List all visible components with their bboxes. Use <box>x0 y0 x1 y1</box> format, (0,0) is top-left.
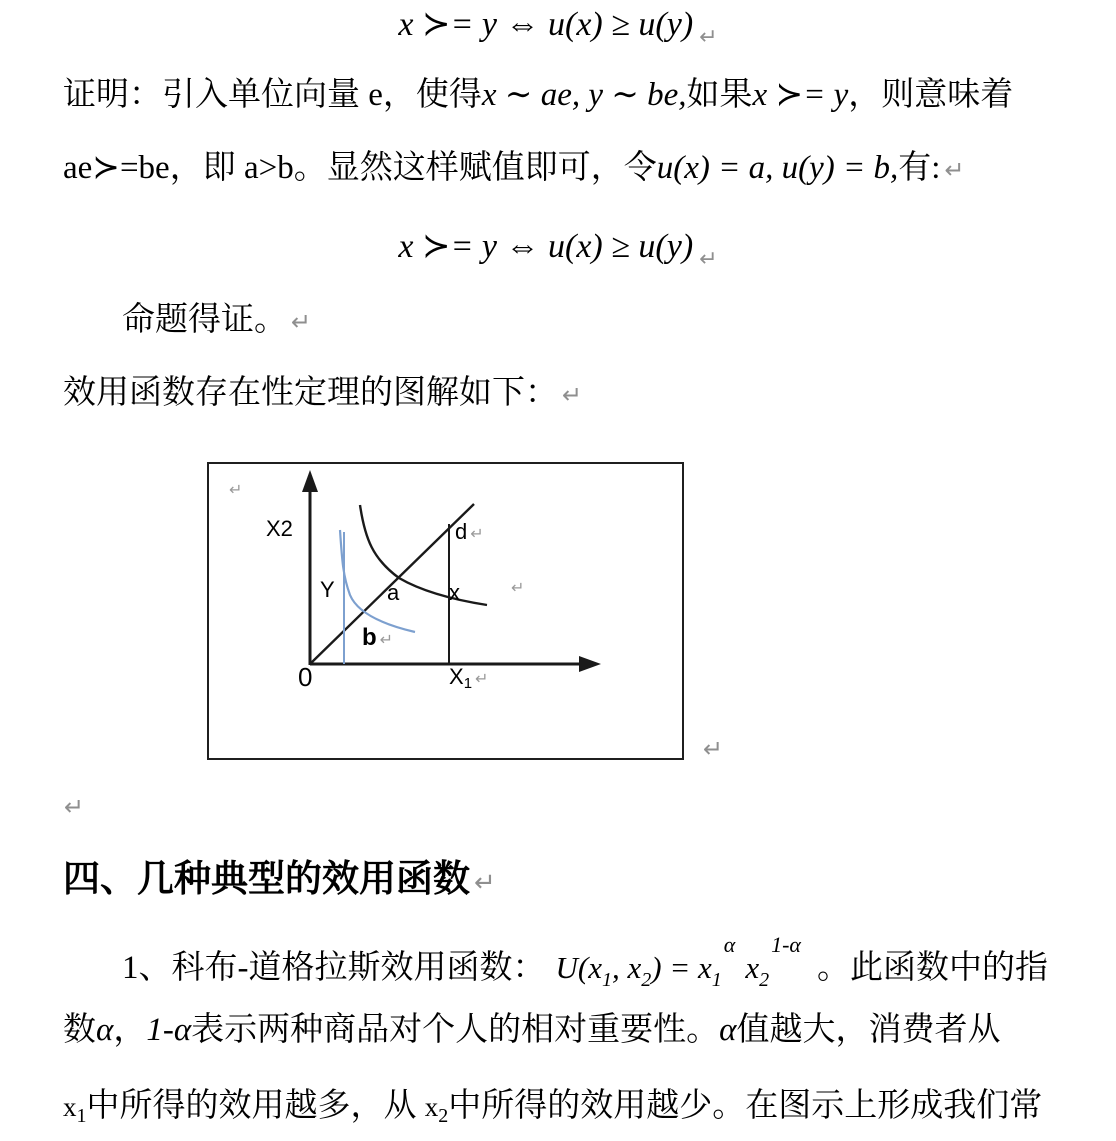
paragraph-mark: ↵ <box>474 868 496 898</box>
section-heading <box>63 856 496 907</box>
exponent-one-minus-alpha: 1-α <box>771 932 801 957</box>
text-run: 中所得的效用越多，从 <box>86 1088 425 1124</box>
paragraph-mark: ↵ <box>703 735 724 763</box>
curve-label-Y: Y <box>320 577 335 602</box>
x-axis-label: X1 ↵ <box>449 664 489 692</box>
subscript: 2 <box>759 969 770 991</box>
text-run: 证明：引入单位向量 e，使得 <box>63 77 482 113</box>
cobb-douglas-formula: $U(x_1$, $x_2) = x_1^\alpha x_2^{1-\alpha}$ <box>555 932 801 991</box>
math-run: α <box>719 1012 737 1048</box>
text-run: 表示两种商品对个人的相对重要性。 <box>191 1012 720 1048</box>
text-run: 数 <box>63 1012 96 1048</box>
subscript: 1 <box>711 969 722 991</box>
paragraph-mark: ↵ <box>944 156 965 184</box>
paragraph-mark: ↵ <box>562 381 583 409</box>
text-run: 1、科布-道格拉斯效用函数： <box>122 950 546 986</box>
text-run: 命题得证。 <box>122 302 287 338</box>
variable-x1: x <box>63 1092 77 1122</box>
text-run: 中所得的效用越少。在图示上形成我们常 <box>448 1088 1043 1124</box>
variable-x2: x <box>424 1092 439 1122</box>
point-label-d: d ↵ <box>455 519 484 544</box>
display-formula-mid <box>0 226 1116 281</box>
paragraph-proof-line1 <box>63 73 1013 117</box>
text-run: ， <box>113 1012 147 1048</box>
heading-text: 四、几种典型的效用函数 <box>63 859 470 900</box>
text-run: 有: <box>898 150 941 186</box>
y-axis-arrowhead <box>302 470 318 492</box>
text-run: 值越大，消费者从 <box>736 1012 1001 1048</box>
paragraph-qed <box>122 298 311 344</box>
paragraph-alpha-explanation <box>63 1008 1000 1052</box>
text-run: 效用函数存在性定理的图解如下： <box>63 375 558 411</box>
exponent-alpha: α <box>723 932 736 957</box>
diagram-canvas <box>209 464 682 758</box>
utility-diagram <box>207 462 684 760</box>
paragraph-mark: ↵ <box>470 524 484 543</box>
paragraph-figure-intro <box>63 371 582 417</box>
paragraph-mark: ↵ <box>475 669 489 688</box>
y-axis-label: X2 <box>266 516 293 541</box>
math-run: α <box>96 1012 114 1048</box>
paragraph-utility-comparison <box>63 1084 1042 1132</box>
math-run: u(x) = a, u(y) = b, <box>656 150 899 186</box>
math-run: 1-α <box>146 1012 192 1048</box>
formula-text: x ≻= y ⇔ u(x) ≥ u(y) <box>398 228 694 265</box>
x-axis-label-subscript: 1 <box>463 675 473 692</box>
text-run: 。此函数中的指 <box>816 950 1048 986</box>
paragraph-mark: ↵ <box>379 630 394 649</box>
subscript: 1 <box>601 969 612 991</box>
text-run: ae≻=be，即 a>b。显然这样赋值即可，令 <box>63 150 657 186</box>
x-axis-arrowhead <box>579 656 601 672</box>
paragraph-proof-line2 <box>63 146 965 192</box>
paragraph-mark: ↵ <box>64 793 85 821</box>
text-run: ，则意味着 <box>848 77 1014 113</box>
math-run: x ≻= y <box>752 77 849 113</box>
subscript: 2 <box>641 969 652 991</box>
paragraph-mark: ↵ <box>291 308 312 336</box>
math-run: x ∼ ae, y ∼ be, <box>481 77 687 113</box>
formula-text: x ≻= y ⇔ u(x) ≥ u(y) <box>398 6 694 43</box>
display-formula-top <box>0 4 1116 59</box>
paragraph-mark: ↵ <box>511 578 525 597</box>
text-run: 如果 <box>686 77 753 113</box>
origin-label: 0 <box>298 662 313 692</box>
subscript: 1 <box>76 1105 87 1127</box>
paragraph-mark: ↵ <box>699 25 718 50</box>
paragraph-mark: ↵ <box>229 480 243 499</box>
point-label-x: x <box>449 580 460 605</box>
subscript: 2 <box>438 1105 449 1127</box>
point-label-b: b ↵ <box>362 624 394 651</box>
point-label-a: a <box>387 580 400 605</box>
paragraph-mark: ↵ <box>699 247 718 272</box>
